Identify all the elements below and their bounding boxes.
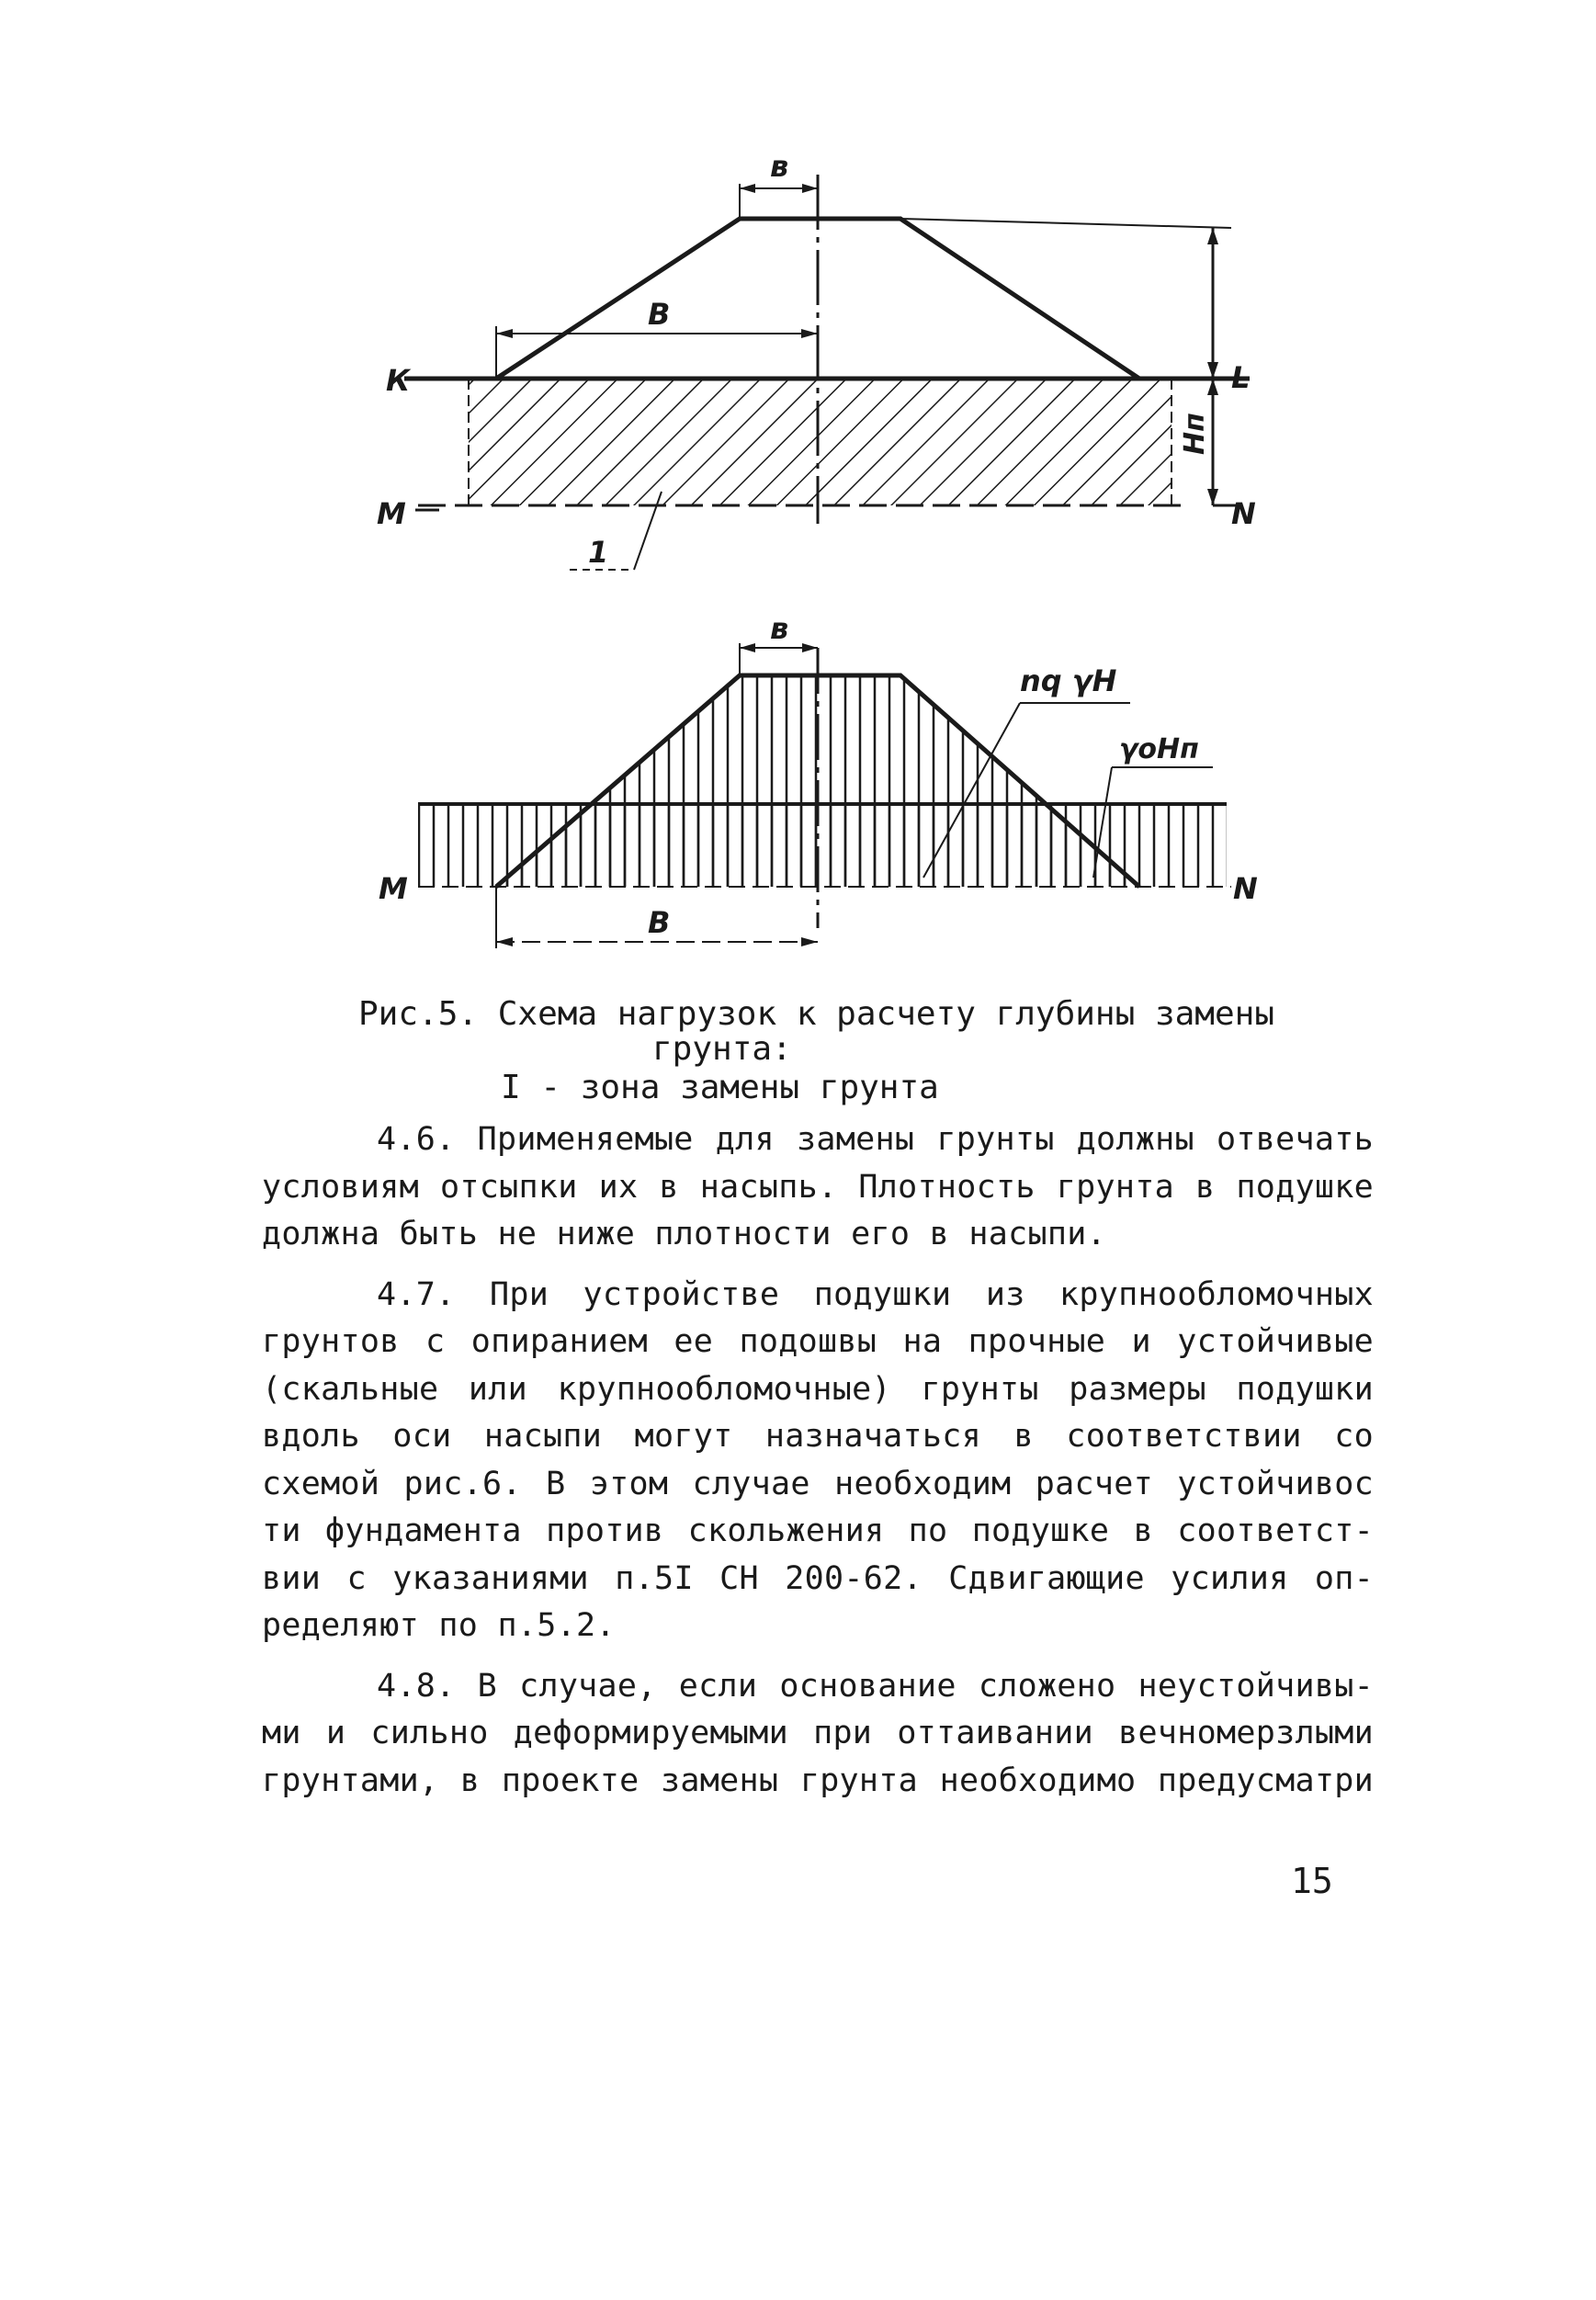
- label-n2: N: [1233, 871, 1258, 906]
- dim-bb2-arrow-left: [496, 937, 513, 946]
- dim-h-top-ext: [900, 219, 1231, 228]
- caption-line-1: Рис.5. Схема нагрузок к расчету глубины замены: [358, 995, 1274, 1033]
- dim-h-arrow-mid: [1207, 362, 1218, 379]
- label-b2-large: В: [648, 905, 671, 940]
- figure-top: [0, 138, 1596, 616]
- label-load-embankment: nq γH: [1020, 663, 1117, 698]
- label-l: L: [1231, 360, 1251, 395]
- label-k: К: [386, 363, 411, 398]
- dim-bb2-arrow-right: [801, 937, 818, 946]
- label-m2: М: [379, 871, 408, 906]
- label-b-large: В: [648, 297, 671, 332]
- label-zone-1: 1: [588, 535, 609, 570]
- label-hn: Hп: [1179, 413, 1211, 455]
- paragraph-4-6: [262, 1116, 1374, 1259]
- dim-b-arrow-left: [740, 184, 755, 193]
- label-load-soil: γoHп: [1119, 733, 1199, 765]
- replacement-zone-hatch: [469, 379, 1172, 505]
- p47-line-4: вдоль оси насыпи могут назначаться в соответствии со: [262, 1418, 1374, 1455]
- dim-hn-arrow-bottom: [1207, 489, 1218, 505]
- page-number: 15: [1291, 1861, 1333, 1901]
- dim-b2-arrow-left: [740, 643, 755, 652]
- p47-line-1: 4.7. При устройстве подушки из крупнообломочных: [377, 1275, 1374, 1313]
- figure-bottom: [0, 606, 1596, 974]
- label-m: М: [377, 496, 406, 531]
- label-b2-small: в: [770, 611, 789, 646]
- figure-caption: [358, 997, 1277, 1105]
- p47-line-7: вии с указаниями п.5I СН 200-62. Сдвигающие усилия оп-: [262, 1559, 1374, 1597]
- body-text: [262, 1116, 1374, 1805]
- p47-line-3: (скальные или крупнообломочные) грунты размеры подушки: [262, 1370, 1374, 1408]
- p46-line-1: 4.6. Применяемые для замены грунты должны отвечать: [377, 1121, 1374, 1158]
- p47-line-2: грунтов с опиранием ее подошвы на прочные и устойчивые: [262, 1323, 1374, 1360]
- dim-b2-arrow-right: [802, 643, 818, 652]
- dim-hn-arrow-top: [1207, 379, 1218, 395]
- dim-h-arrow-top: [1207, 228, 1218, 244]
- caption-line-3: I - зона замены грунта: [501, 1069, 939, 1106]
- p47-line-6: ти фундамента против скольжения по подушке в соответст-: [262, 1513, 1374, 1549]
- p47-line-8: ределяют по п.5.2.: [262, 1607, 616, 1644]
- caption-line-2: грунта:: [652, 1030, 792, 1068]
- p47-line-5: схемой рис.6. В этом случае необходим расчет устойчивос: [262, 1465, 1374, 1502]
- dim-bb-arrow-right: [801, 329, 818, 338]
- label-n: N: [1231, 496, 1256, 531]
- paragraph-4-8: [262, 1663, 1374, 1806]
- dim-b-arrow-right: [802, 184, 818, 193]
- p48-line-1: 4.8. В случае, если основание сложено неустойчивы-: [377, 1667, 1374, 1705]
- paragraph-4-7: [262, 1272, 1374, 1650]
- p48-line-3: грунтами, в проекте замены грунта необходимо предусматри: [262, 1762, 1374, 1799]
- label-b-small: в: [770, 149, 789, 184]
- p46-line-2: условиям отсыпки их в насыпь. Плотность грунта в подушке: [262, 1168, 1374, 1206]
- p48-line-2: ми и сильно деформируемыми при оттаивании вечномерзлыми: [262, 1715, 1374, 1751]
- dim-bb-arrow-left: [496, 329, 513, 338]
- p46-line-3: должна быть не ниже плотности его в насыпи.: [262, 1216, 1106, 1252]
